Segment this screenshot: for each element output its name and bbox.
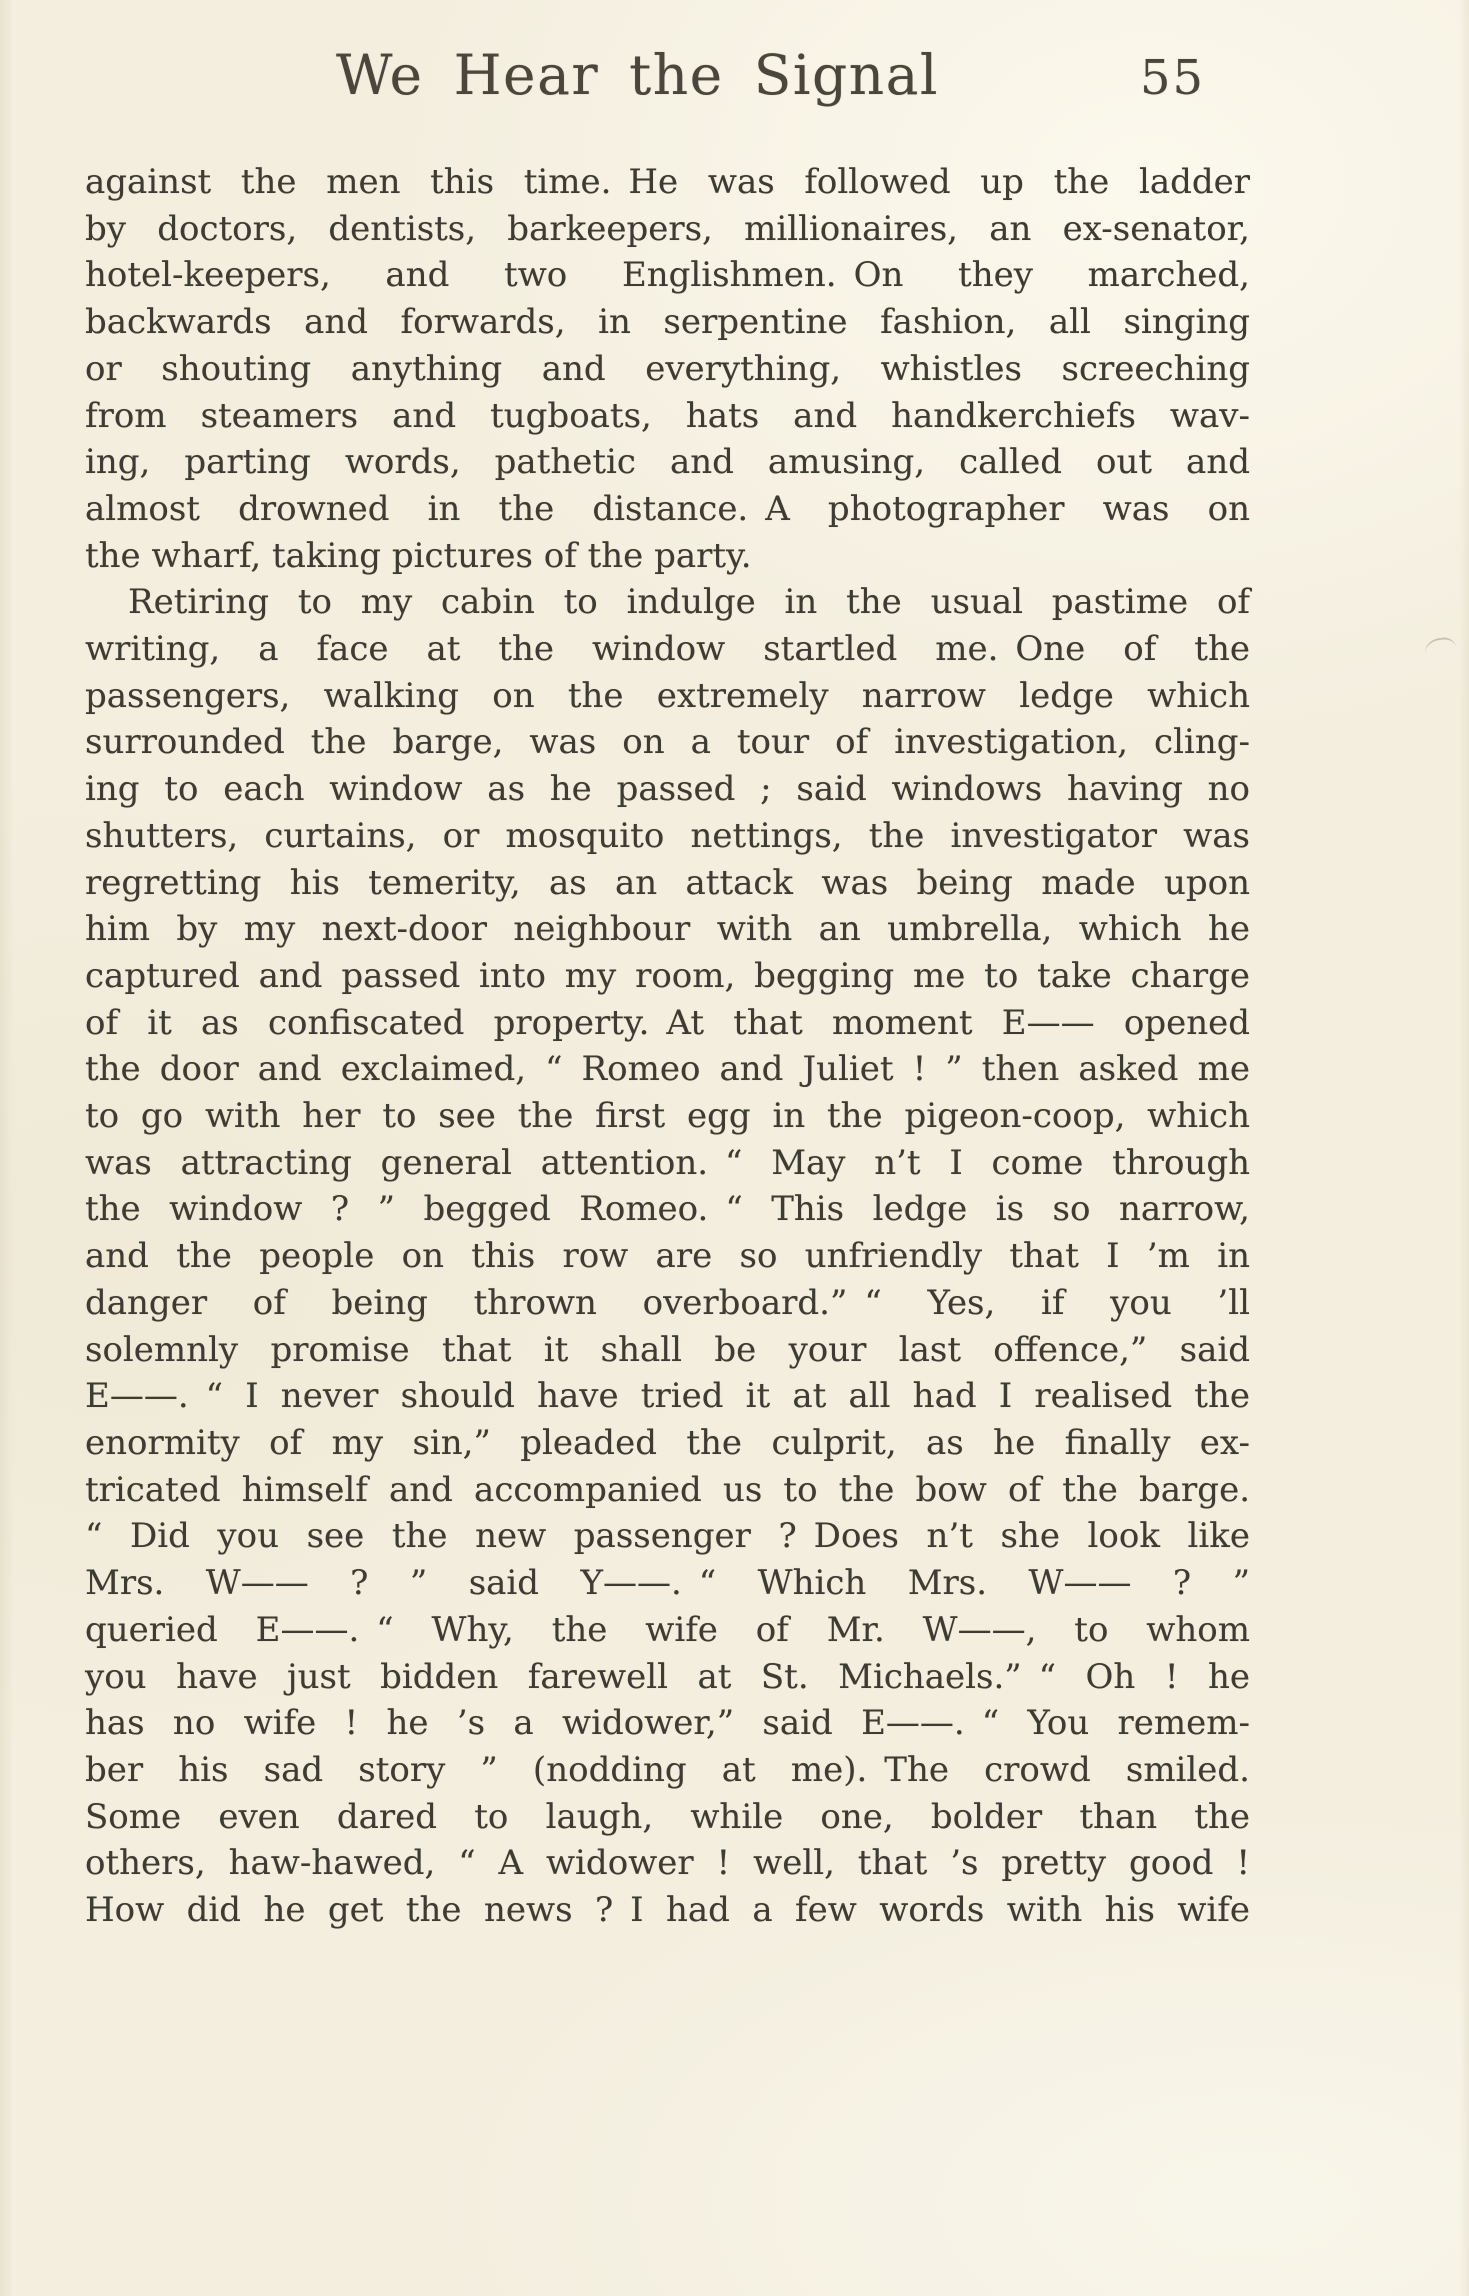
text-line: regretting his temerity, as an attack was being made upon xyxy=(85,862,1250,903)
text-line: captured and passed into my room, begging me to take charge xyxy=(85,955,1250,996)
text-line: writing, a face at the window startled me. One of the xyxy=(85,629,1250,670)
text-line: surrounded the barge, was on a tour of investigation, cling- xyxy=(85,722,1250,763)
text-line: or shouting anything and everything, whistles screeching xyxy=(85,348,1250,389)
page-body xyxy=(85,159,1250,1934)
text-line: others, haw-hawed, “ A widower ! well, that ’s pretty good ! xyxy=(85,1843,1250,1884)
text-line: backwards and forwards, in serpentine fashion, all singing xyxy=(85,302,1250,343)
text-line: the wharf, taking pictures of the party. xyxy=(85,535,752,576)
text-line: tricated himself and accompanied us to the bow of the barge. xyxy=(85,1469,1250,1510)
text-line: of it as confiscated property. At that moment E—— opened xyxy=(85,1002,1250,1043)
text-line: Mrs. W—— ? ” said Y——. “ Which Mrs. W—— ? ” xyxy=(85,1563,1250,1604)
text-line: passengers, walking on the extremely narrow ledge which xyxy=(85,675,1250,716)
text-line: has no wife ! he ’s a widower,” said E——. “ You remem- xyxy=(85,1703,1250,1744)
text-line: the door and exclaimed, “ Romeo and Juliet ! ” then asked me xyxy=(85,1049,1250,1090)
pen-mark xyxy=(1423,636,1457,654)
text-line: him by my next-door neighbour with an umbrella, which he xyxy=(85,909,1250,950)
text-line: was attracting general attention. “ May n’t I come through xyxy=(85,1142,1250,1183)
text-line: How did he get the news ? I had a few words with his wife xyxy=(85,1890,1250,1931)
text-line: you have just bidden farewell at St. Michaels.” “ Oh ! he xyxy=(85,1656,1250,1697)
text-line: queried E——. “ Why, the wife of Mr. W——, to whom xyxy=(85,1609,1250,1650)
text-line: ing to each window as he passed ; said windows having no xyxy=(85,769,1250,810)
text-line: and the people on this row are so unfriendly that I ’m in xyxy=(85,1236,1250,1277)
text-line: to go with her to see the first egg in the pigeon-coop, which xyxy=(85,1096,1250,1137)
text-line: enormity of my sin,” pleaded the culprit, as he finally ex- xyxy=(85,1422,1250,1463)
text-line: danger of being thrown overboard.” “ Yes, if you ’ll xyxy=(85,1282,1250,1323)
text-line: against the men this time. He was followed up the ladder xyxy=(85,162,1250,202)
text-line: ing, parting words, pathetic and amusing, called out and xyxy=(85,442,1250,483)
text-line: hotel-keepers, and two Englishmen. On they marched, xyxy=(85,255,1250,296)
text-line: Retiring to my cabin to indulge in the usual pastime of xyxy=(128,582,1250,623)
text-line: Some even dared to laugh, while one, bolder than the xyxy=(85,1796,1250,1837)
text-line: by doctors, dentists, barkeepers, millionaires, an ex-senator, xyxy=(85,208,1250,249)
page-title: We Hear the Signal xyxy=(336,43,939,107)
text-line: almost drowned in the distance. A photographer was on xyxy=(85,488,1250,529)
text-line: “ Did you see the new passenger ? Does n’t she look like xyxy=(85,1516,1250,1557)
text-line: the window ? ” begged Romeo. “ This ledge is so narrow, xyxy=(85,1189,1250,1230)
text-line: ber his sad story ” (nodding at me). The crowd smiled. xyxy=(85,1749,1250,1790)
text-line: from steamers and tugboats, hats and handkerchiefs wav- xyxy=(85,395,1250,436)
text-line: E——. “ I never should have tried it at all had I realised the xyxy=(85,1376,1250,1417)
text-line: solemnly promise that it shall be your last offence,” said xyxy=(85,1329,1250,1370)
page-number: 55 xyxy=(1140,50,1206,106)
text-line: shutters, curtains, or mosquito nettings, the investigator was xyxy=(85,815,1250,856)
